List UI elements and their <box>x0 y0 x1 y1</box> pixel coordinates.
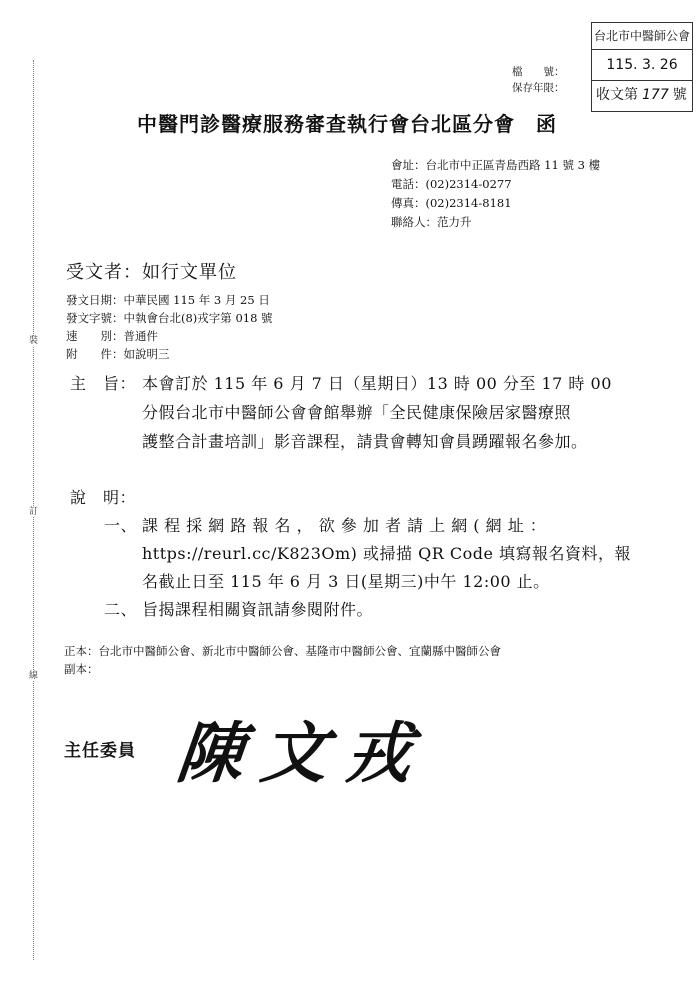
explanation-marker: 一、 <box>104 516 138 535</box>
delivery-speed: 速 別：普通件 <box>66 329 158 343</box>
distribution-main: 正本：台北市中醫師公會、新北市中醫師公會、基隆市中醫師公會、宜蘭縣中醫師公會 <box>64 644 501 658</box>
explanation-line: https://reurl.cc/K823Om) 或掃描 QR Code 填寫報名資料，報 <box>142 544 631 563</box>
subject-label: 主 旨： <box>70 374 137 393</box>
receipt-stamp <box>591 22 693 112</box>
issue-date: 發文日期：中華民國 115 年 3 月 25 日 <box>66 293 270 307</box>
recipient: 受文者：如行文單位 <box>66 262 237 283</box>
distribution-copy: 副本： <box>64 662 99 676</box>
retention-label: 保存年限： <box>512 82 565 94</box>
binding-mark-line: 線 <box>29 671 39 681</box>
document-title: 中醫門診醫療服務審查執行會台北區分會 函 <box>137 112 557 136</box>
file-number-label: 檔 號： <box>512 66 565 78</box>
signature-name: 陳文戎 <box>173 715 434 792</box>
attachment: 附 件：如說明三 <box>66 347 170 361</box>
subject-line: 分假台北市中醫師公會會館舉辦「全民健康保險居家醫療照 <box>142 403 572 422</box>
subject-line: 本會訂於 115 年 6 月 7 日（星期日）13 時 00 分至 17 時 00 <box>142 374 612 393</box>
stamp-receipt-value: 177 <box>642 87 669 103</box>
subject-line: 護整合計畫培訓」影音課程，請貴會轉知會員踴躍報名參加。 <box>142 432 588 451</box>
contact-phone: 電話：(02)2314-0277 <box>391 177 512 191</box>
contact-person: 聯絡人：范力升 <box>391 215 472 229</box>
stamp-org: 台北市中醫師公會 <box>592 23 692 50</box>
stamp-date: 115. 3. 26 <box>592 50 692 81</box>
stamp-receipt-label: 收文第 <box>596 87 638 103</box>
stamp-receipt-suffix: 號 <box>672 87 687 103</box>
explanation-line: 旨揭課程相關資訊請參閱附件。 <box>142 600 374 619</box>
binding-mark-staple: 訂 <box>29 507 39 517</box>
explanation-marker: 二、 <box>104 600 138 619</box>
stamp-receipt-number <box>592 81 696 110</box>
contact-fax: 傳真：(02)2314-8181 <box>391 196 512 210</box>
document-number: 發文字號：中執會台北(8)戎字第 018 號 <box>66 311 273 325</box>
explanation-line: 課 程 採 網 路 報 名 ， 欲 參 加 者 請 上 網 ( 網 址 ： <box>142 516 547 535</box>
explanation-label: 說 明： <box>70 488 137 507</box>
contact-address: 會址：台北市中正區青島西路 11 號 3 樓 <box>391 158 601 172</box>
explanation-line: 名截止日至 115 年 6 月 3 日(星期三)中午 12:00 止。 <box>142 572 550 591</box>
binding-mark-bind: 裝 <box>29 336 39 346</box>
signature-title: 主任委員 <box>64 741 136 761</box>
